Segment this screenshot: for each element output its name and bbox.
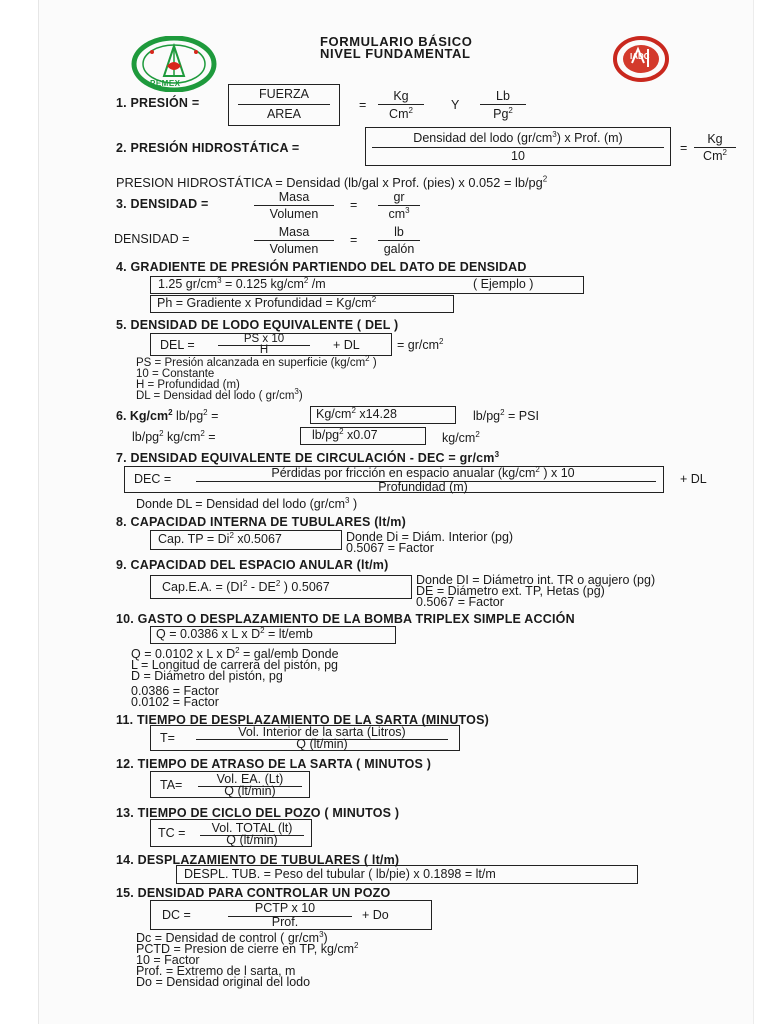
s1-eq: = bbox=[359, 98, 367, 112]
s3-eq: = bbox=[350, 198, 358, 212]
s5-lhs: DEL = bbox=[160, 338, 195, 352]
s3-alt-u-line bbox=[378, 240, 420, 241]
s15-plus: + Do bbox=[362, 908, 389, 922]
s3-den: Volumen bbox=[269, 207, 319, 221]
s6-line2-right: $kg/cm^2$ bbox=[442, 429, 480, 445]
s10-factor2: 0.0102 = Factor bbox=[131, 695, 219, 709]
s2-u-num: Kg bbox=[707, 132, 723, 146]
s6-box1-text: $Kg/cm^2$ x14.28 bbox=[316, 405, 397, 421]
s5-def-h: H = Profundidad (m) bbox=[136, 379, 240, 391]
s2-eq: = bbox=[680, 141, 688, 155]
s12-num: Vol. EA. (Lt) bbox=[216, 772, 284, 786]
s2-alt-formula: PRESION HIDROSTÁTICA = Densidad (lb/gal x Prof. (pies) x $0.052 = lb/pg^2$ bbox=[116, 174, 548, 190]
s12-lhs: TA= bbox=[160, 778, 183, 792]
s1-u2-den: Pg$^2$ bbox=[493, 105, 513, 121]
s1-num: FUERZA bbox=[259, 87, 309, 101]
s1-u1-den: Cm$^2$ bbox=[389, 105, 413, 121]
s3-alt-frac-line bbox=[254, 240, 334, 241]
s7-den: Profundidad (m) bbox=[378, 480, 468, 494]
s1-u2-line bbox=[480, 104, 526, 105]
s13-num: Vol. TOTAL (lt) bbox=[211, 821, 293, 835]
s10-box-text: Q = 0.0386 x L x $D^2 = lt/emb$ bbox=[156, 625, 313, 641]
s6-box2-text: $lb/pg^2$ x0.07 bbox=[312, 426, 378, 442]
s7-plus: + DL bbox=[680, 472, 707, 486]
s4-example-tag: ( Ejemplo ) bbox=[473, 277, 534, 291]
s3-alt-u-num: lb bbox=[394, 225, 404, 239]
s11-lhs: T= bbox=[160, 731, 175, 745]
s9-box-text: Cap.E.A. = ($DI^2 - DE^2$ ) 0.5067 bbox=[162, 578, 330, 594]
s1-u1-line bbox=[378, 104, 424, 105]
s5-def-10: 10 = Constante bbox=[136, 368, 215, 380]
s6-line1-left: 6. $Kg/cm^2$ $lb/pg^2$ = bbox=[116, 407, 219, 423]
s12-heading: 12. TIEMPO DE ATRASO DE LA SARTA ( MINUTOS ) bbox=[116, 757, 432, 771]
s5-def-ps: PS = Presión alcanzada en superficie ($kg/cm^2$ ) bbox=[136, 354, 377, 369]
s15-def-do: Do = Densidad original del lodo bbox=[136, 975, 311, 989]
s5-def-dl: DL = Densidad del lodo ( $gr/cm^3$) bbox=[136, 387, 303, 402]
s2-frac-line bbox=[372, 147, 664, 148]
s4-example: 1.25 $gr/cm^3 = 0.125$ $kg/cm^2$ /m bbox=[158, 275, 326, 291]
s2-u-den: Cm$^2$ bbox=[703, 147, 727, 163]
s4-heading: 4. GRADIENTE DE PRESIÓN PARTIENDO DEL DATO DE DENSIDAD bbox=[116, 260, 527, 274]
s2-u-line bbox=[694, 147, 736, 148]
s3-num: Masa bbox=[278, 190, 310, 204]
s15-heading: 15. DENSIDAD PARA CONTROLAR UN POZO bbox=[116, 886, 391, 900]
s13-lhs: TC = bbox=[158, 826, 186, 840]
s15-lhs: DC = bbox=[162, 908, 191, 922]
s9-def-factor: 0.5067 = Factor bbox=[416, 595, 504, 609]
document-subtitle: NIVEL FUNDAMENTAL bbox=[320, 46, 471, 61]
s7-def: Donde DL = Densidad del lodo ($gr/cm^3$ ) bbox=[136, 495, 358, 511]
s2-heading: 2. PRESIÓN HIDROSTÁTICA = bbox=[116, 141, 300, 155]
s8-def-factor: 0.5067 = Factor bbox=[346, 541, 434, 555]
s11-den: Q (lt/min) bbox=[296, 737, 348, 751]
s5-num: PS x 10 bbox=[243, 333, 285, 345]
s10-def-d: D = Diámetro del pistón, pg bbox=[131, 669, 283, 683]
s1-u1-num: Kg bbox=[393, 89, 409, 103]
pemex-logo-label: PEMEX bbox=[150, 79, 181, 88]
s14-heading: 14. DESPLAZAMIENTO DE TUBULARES ( lt/m) bbox=[116, 853, 400, 867]
s15-def-prof: Prof. = Extremo de l sarta, m bbox=[136, 964, 296, 978]
s11-num: Vol. Interior de la sarta (Litros) bbox=[238, 725, 406, 739]
s14-box-text: DESPL. TUB. = Peso del tubular ( lb/pie) x 0.1898 = lt/m bbox=[184, 867, 496, 881]
s9-def-de: DE = Diámetro ext. TP, Hetas (pg) bbox=[416, 584, 605, 598]
s10-heading: 10. GASTO O DESPLAZAMIENTO DE LA BOMBA TRIPLEX SIMPLE ACCIÓN bbox=[116, 612, 575, 626]
s3-alt-eq: = bbox=[350, 233, 358, 247]
s10-factor1: 0.0386 = Factor bbox=[131, 684, 219, 698]
s3-heading: 3. DENSIDAD = bbox=[116, 197, 209, 211]
s9-def-di: Donde DI = Diámetro int. TR o agujero (pg) bbox=[416, 573, 656, 587]
s12-den: Q (lt/min) bbox=[224, 784, 276, 798]
s6-line2-left: $lb/pg^2$ $kg/cm^2$ = bbox=[132, 428, 216, 444]
s15-def-10: 10 = Factor bbox=[136, 953, 200, 967]
s10-def-l: L = Longitud de carrera del pistón, pg bbox=[131, 658, 338, 672]
s15-def-dc: Dc = Densidad de control ( $gr/cm^3$) bbox=[136, 929, 328, 945]
s13-den: Q (lt/min) bbox=[226, 833, 278, 847]
s3-frac-line bbox=[254, 205, 334, 206]
document-title: FORMULARIO BÁSICO bbox=[320, 34, 473, 49]
s1-den: AREA bbox=[266, 107, 302, 121]
s3-u-line bbox=[378, 205, 420, 206]
s2-den: 10 bbox=[511, 149, 525, 163]
s3-u-num: gr bbox=[393, 190, 405, 204]
iadc-logo-label: IADC bbox=[630, 52, 650, 61]
s1-y: Y bbox=[451, 98, 460, 112]
s8-def-di: Donde Di = Diám. Interior (pg) bbox=[346, 530, 514, 544]
s5-plus: + DL bbox=[333, 338, 360, 352]
s5-heading: 5. DENSIDAD DE LODO EQUIVALENTE ( DEL ) bbox=[116, 318, 399, 332]
s10-alt-formula: Q = 0.0102 x L x $D^2 = gal/emb$ Donde bbox=[131, 645, 339, 661]
s2-num: Densidad del lodo $(gr/cm^3)$ x Prof. (m) bbox=[413, 129, 623, 145]
s15-den: Prof. bbox=[271, 915, 299, 929]
s8-heading: 8. CAPACIDAD INTERNA DE TUBULARES (lt/m) bbox=[116, 515, 406, 529]
s11-heading: 11. TIEMPO DE DESPLAZAMIENTO DE LA SARTA (MINUTOS) bbox=[116, 713, 489, 727]
s1-frac-line bbox=[238, 104, 330, 105]
s15-num: PCTP x 10 bbox=[254, 901, 316, 915]
s4-formula: Ph = Gradiente x Profundidad = $Kg/cm^2$ bbox=[157, 294, 377, 310]
s3-u-den: $cm^3$ bbox=[388, 205, 410, 221]
s7-lhs: DEC = bbox=[134, 472, 172, 486]
s7-heading: 7. DENSIDAD EQUIVALENTE DE CIRCULACIÓN - DEC = $gr/cm^3$ bbox=[116, 449, 500, 465]
s9-heading: 9. CAPACIDAD DEL ESPACIO ANULAR (lt/m) bbox=[116, 558, 389, 572]
s3-alt-u-den: galón bbox=[383, 242, 415, 256]
s3-alt-den: Volumen bbox=[269, 242, 319, 256]
s15-def-pctd: PCTD = Presion de cierre en TP, $kg/cm^2$ bbox=[136, 940, 359, 956]
s1-heading: 1. PRESIÓN = bbox=[116, 96, 200, 110]
s1-u2-num: Lb bbox=[496, 89, 510, 103]
s5-den: H bbox=[259, 344, 269, 356]
s8-box-text: Cap. TP = $Di^2$ x0.5067 bbox=[158, 530, 282, 546]
s5-rhs: = $gr/cm^2$ bbox=[397, 336, 444, 352]
s3-alt-num: Masa bbox=[278, 225, 310, 239]
s3-alt-heading: DENSIDAD = bbox=[114, 232, 190, 246]
s6-line1-right: $lb/pg^2$ = PSI bbox=[473, 407, 539, 423]
s7-num: Pérdidas por fricción en espacio anualar ($kg/cm^2$ ) x 10 bbox=[271, 464, 575, 480]
s13-heading: 13. TIEMPO DE CICLO DEL POZO ( MINUTOS ) bbox=[116, 806, 400, 820]
